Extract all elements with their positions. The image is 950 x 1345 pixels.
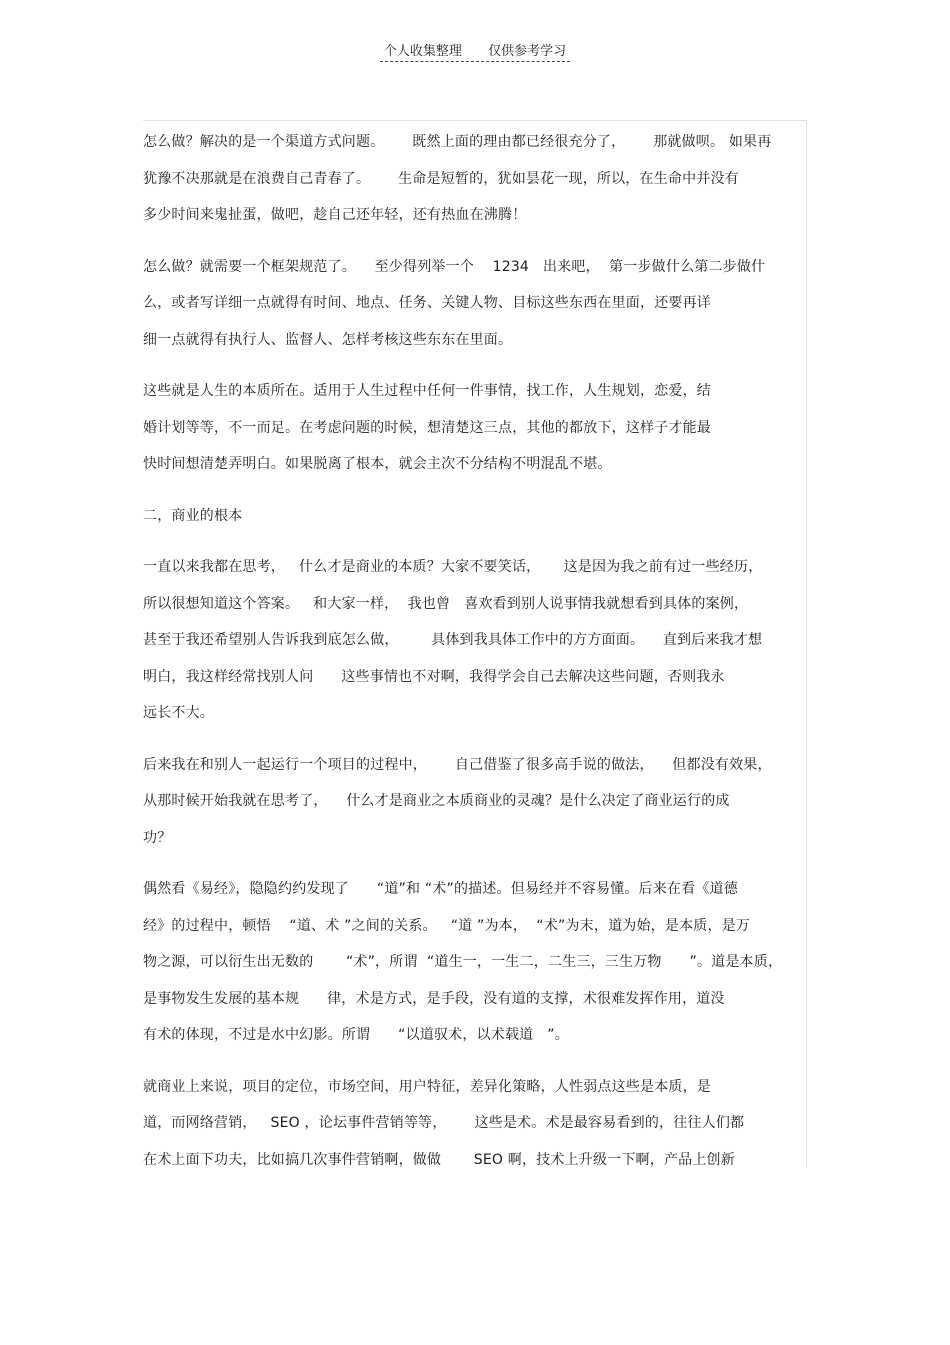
text-line: 就商业上来说，项目的定位，市场空间，用户特征，差异化策略，人性弱点这些是本质，是 (143, 1078, 711, 1095)
header-left-text: 个人收集整理 (383, 44, 462, 59)
text-line: 从那时候开始我就在思考了， 什么才是商业之本质商业的灵魂？是什么决定了商业运行的成 (143, 793, 730, 809)
header-right-text: 仅供参考学习 (488, 44, 567, 59)
text-line: 甚至于我还希望别人告诉我到底怎么做， 具体到我具体工作中的方方面面。 直到后来我才想 (143, 632, 763, 648)
text-line: 快时间想清楚弄明白。如果脱离了根本，就会主次不分结构不明混乱不堪。 (143, 456, 612, 472)
text-line: 在术上面下功夫，比如搞几次事件营销啊，做做 SEO 啊，技术上升级一下啊，产品上创新 (143, 1151, 735, 1168)
text-line: 后来我在和别人一起运行一个项目的过程中， 自己借鉴了很多高手说的做法， 但都没有效果， (143, 756, 772, 773)
text-line: 一直以来我都在思考， 什么才是商业的本质？大家不要笑话， 这是因为我之前有过一些经历， (143, 559, 763, 575)
text-line: 么，或者写详细一点就得有时间、地点、任务、关键人物、目标这些东西在里面，还要再详 (143, 295, 711, 311)
paragraph (143, 498, 806, 535)
paragraph (143, 1069, 806, 1169)
text-line: 二，商业的根本 (143, 507, 243, 524)
header-underline (380, 40, 570, 62)
text-line: 道，而网络营销， SEO ，论坛事件营销等等， 这些是术。术是最容易看到的，往往人们都 (143, 1115, 745, 1131)
text-line: 明白，我这样经常找别人问 这些事情也不对啊，我得学会自己去解决这些问题，否则我永 (143, 668, 725, 685)
text-line: 功？ (143, 829, 172, 846)
text-line: 所以很想知道这个答案。 和大家一样， 我也曾 喜欢看到别人说事情我就想看到具体的案例， (143, 595, 749, 612)
text-line: 经》的过程中，顿悟 “道、术 ”之间的关系。 “道 ”为本， “术”为末，道为始，是本质，是万 (143, 917, 751, 934)
paragraph (143, 747, 806, 857)
text-line: 犹豫不决那就是在浪费自己青春了。 生命是短暂的，犹如昙花一现，所以，在生命中并没有 (143, 170, 739, 187)
text-line: 怎么做？就需要一个框架规范了。 至少得列举一个 1234 出来吧， 第一步做什么第二步做什 (143, 258, 766, 275)
paragraph (143, 124, 806, 234)
paragraph (143, 373, 806, 483)
paragraph (143, 549, 806, 732)
text-line: 细一点就得有执行人、监督人、怎样考核这些东东在里面。 (143, 331, 513, 348)
text-line: 有术的体现，不过是水中幻影。所谓 “以道驭术，以术载道 ”。 (143, 1027, 569, 1043)
document-body (143, 120, 807, 1168)
text-line: 怎么做？解决的是一个渠道方式问题。 既然上面的理由都已经很充分了， 那就做呗。 如果再 (143, 134, 772, 150)
text-line: 是事物发生发展的基本规 律，术是方式，是手段，没有道的支撑，术很难发挥作用，道没 (143, 990, 725, 1007)
paragraph (143, 871, 806, 1054)
paragraph-list (143, 124, 806, 1168)
text-line: 多少时间来鬼扯蛋，做吧，趁自己还年轻，还有热血在沸腾！ (143, 207, 527, 223)
text-line: 物之源，可以衍生出无数的 “术”，所谓 “道生一，一生二，二生三，三生万物 ”。道是本质， (143, 954, 783, 970)
text-line: 远长不大。 (143, 705, 214, 721)
text-line: 婚计划等等，不一而足。在考虑问题的时候，想清楚这三点，其他的都放下，这样子才能最 (143, 419, 711, 436)
paragraph (143, 249, 806, 359)
page-header (0, 40, 950, 62)
text-line: 偶然看《易经》，隐隐约约发现了 “道”和 “术”的描述。但易经并不容易懂。后来在看《道德 (143, 881, 738, 897)
text-line: 这些就是人生的本质所在。适用于人生过程中任何一件事情，找工作，人生规划，恋爱，结 (143, 383, 711, 399)
